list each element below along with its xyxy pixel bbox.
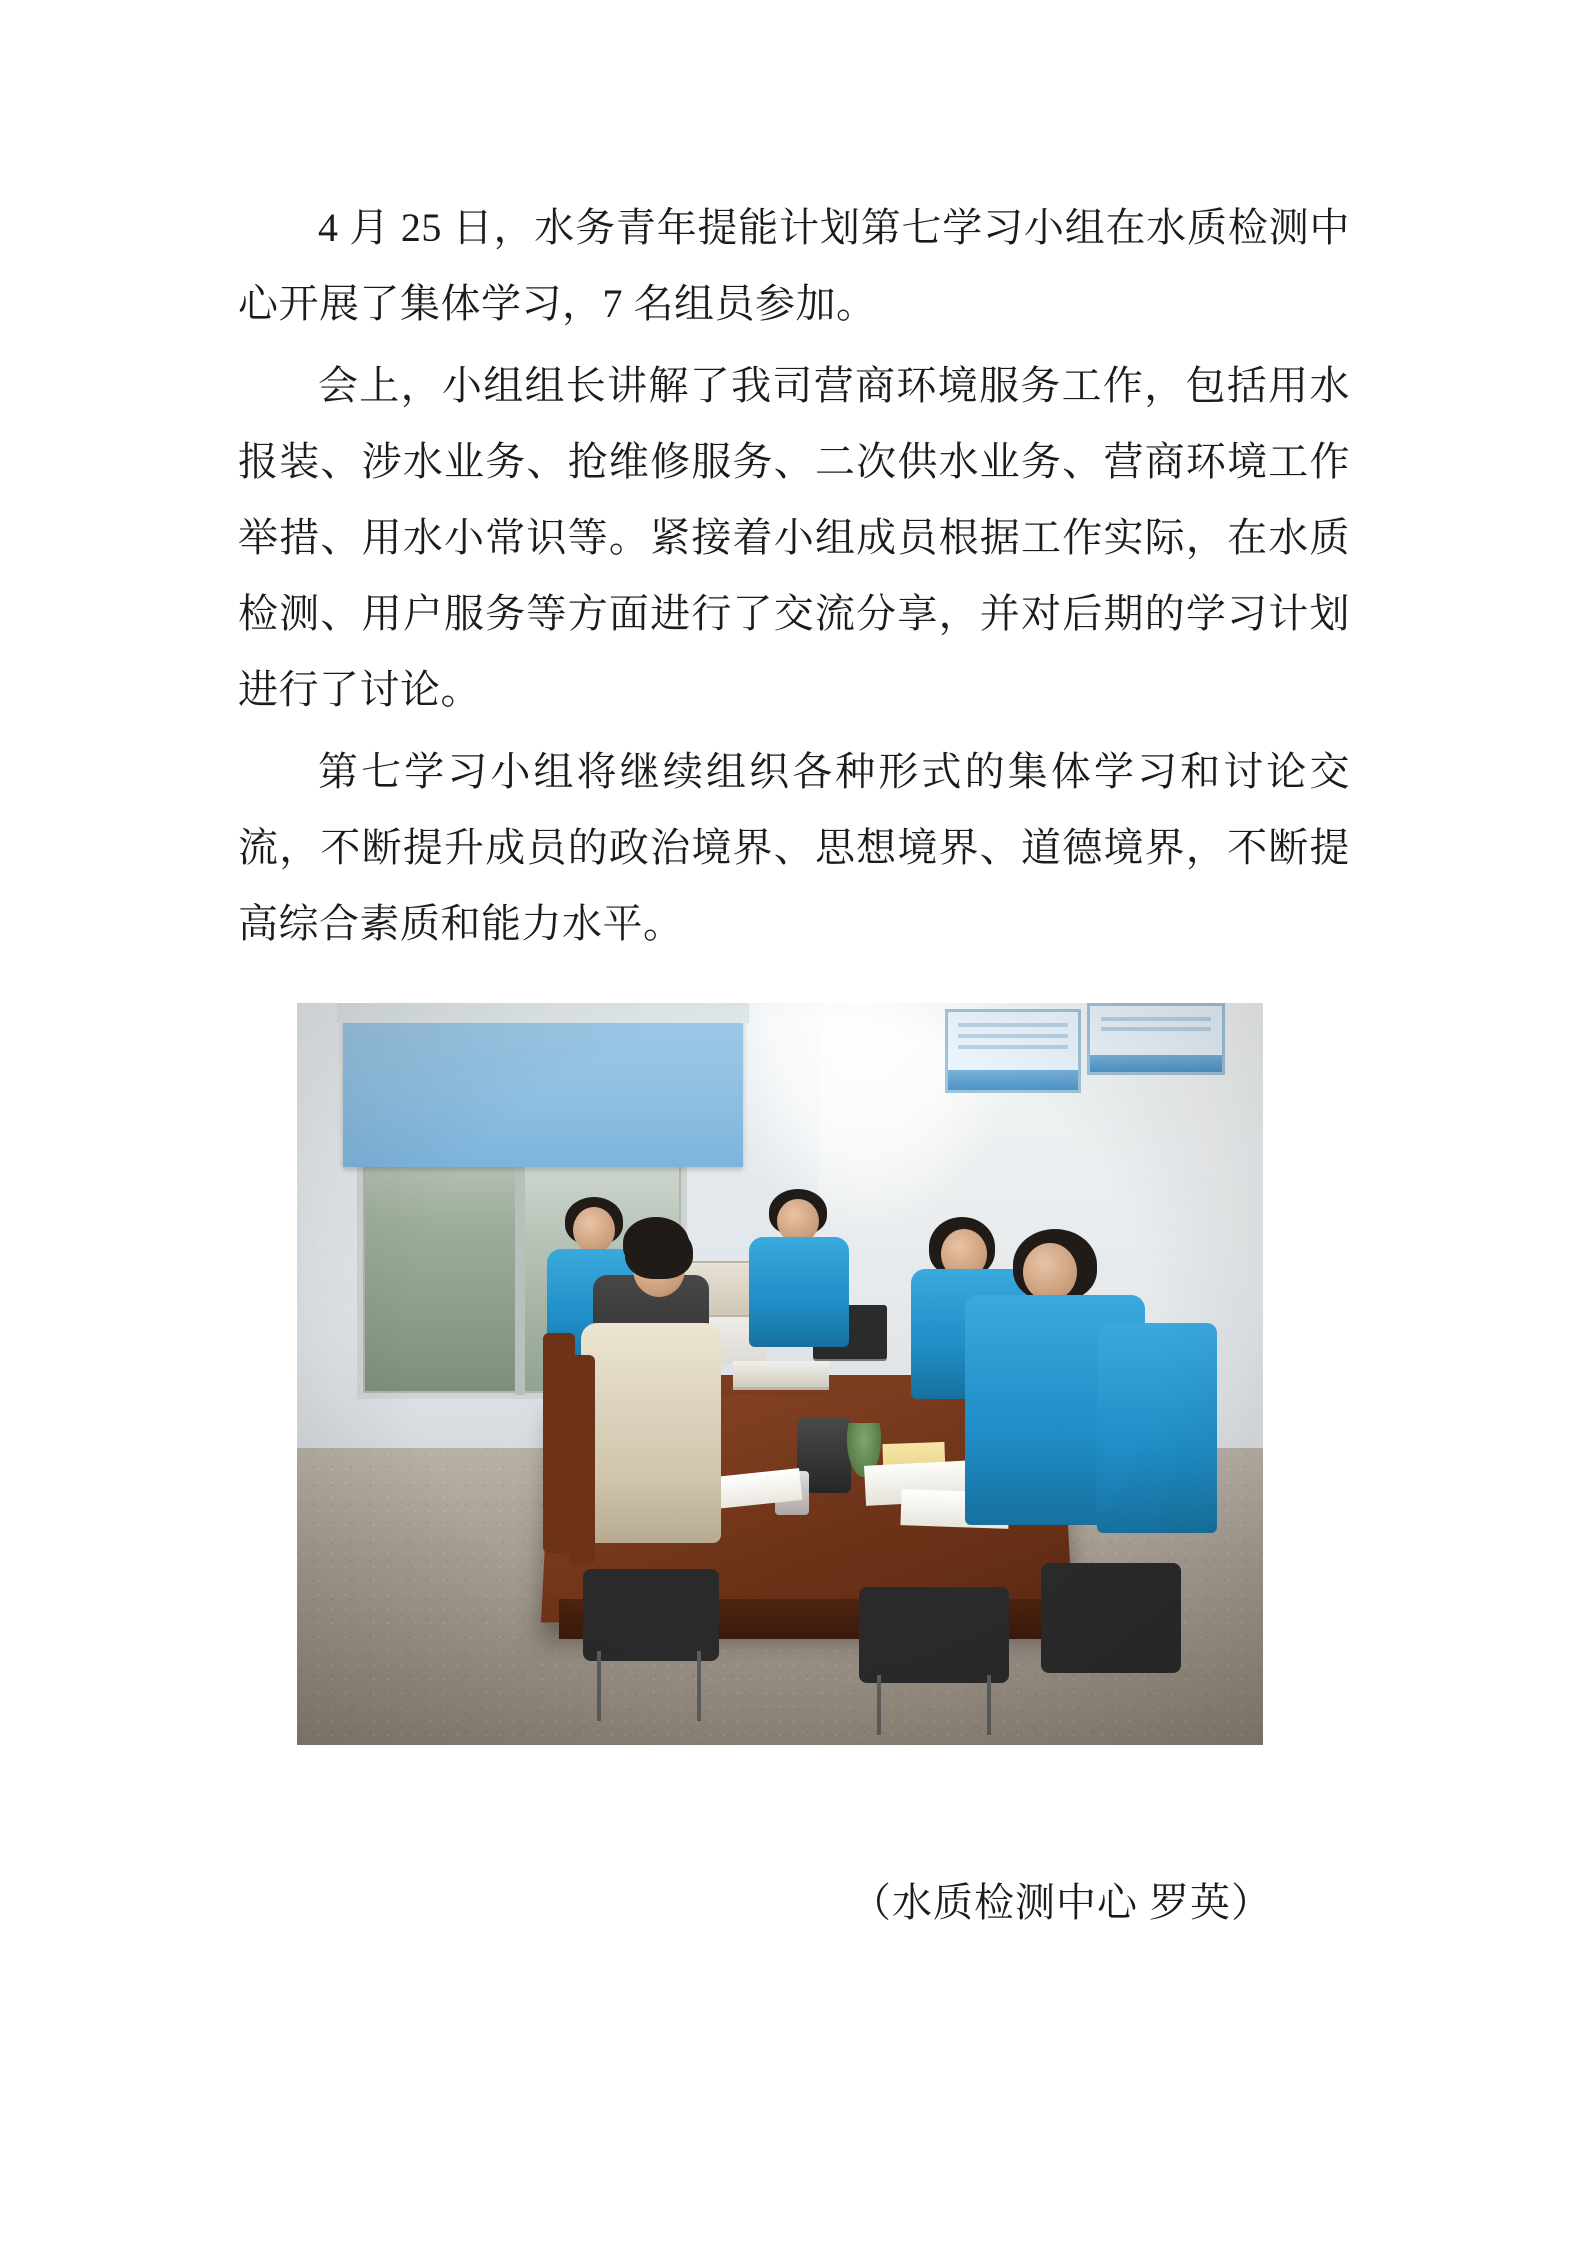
paragraph-3: 第七学习小组将继续组织各种形式的集体学习和讨论交流，不断提升成员的政治境界、思想境界、道德境界，不断提高综合素质和能力水平。 — [238, 749, 1350, 946]
meeting-photo — [297, 1003, 1263, 1745]
photo-vignette — [297, 1003, 1263, 1745]
paragraph-2: 会上，小组组长讲解了我司营商环境服务工作，包括用水报装、涉水业务、抢维修服务、二次供水业务、营商环境工作举措、用水小常识等。紧接着小组成员根据工作实际，在水质检测、用户服务等方面进行了交流分享，并对后期的学习计划进行了讨论。 — [238, 363, 1350, 712]
signature-line: （水质检测中心 罗英） — [851, 1880, 1272, 1925]
photo-scene — [297, 1003, 1263, 1745]
document-body — [238, 190, 1350, 968]
paragraph-1: 4 月 25 日，水务青年提能计划第七学习小组在水质检测中心开展了集体学习，7 名组员参加。 — [238, 205, 1350, 326]
